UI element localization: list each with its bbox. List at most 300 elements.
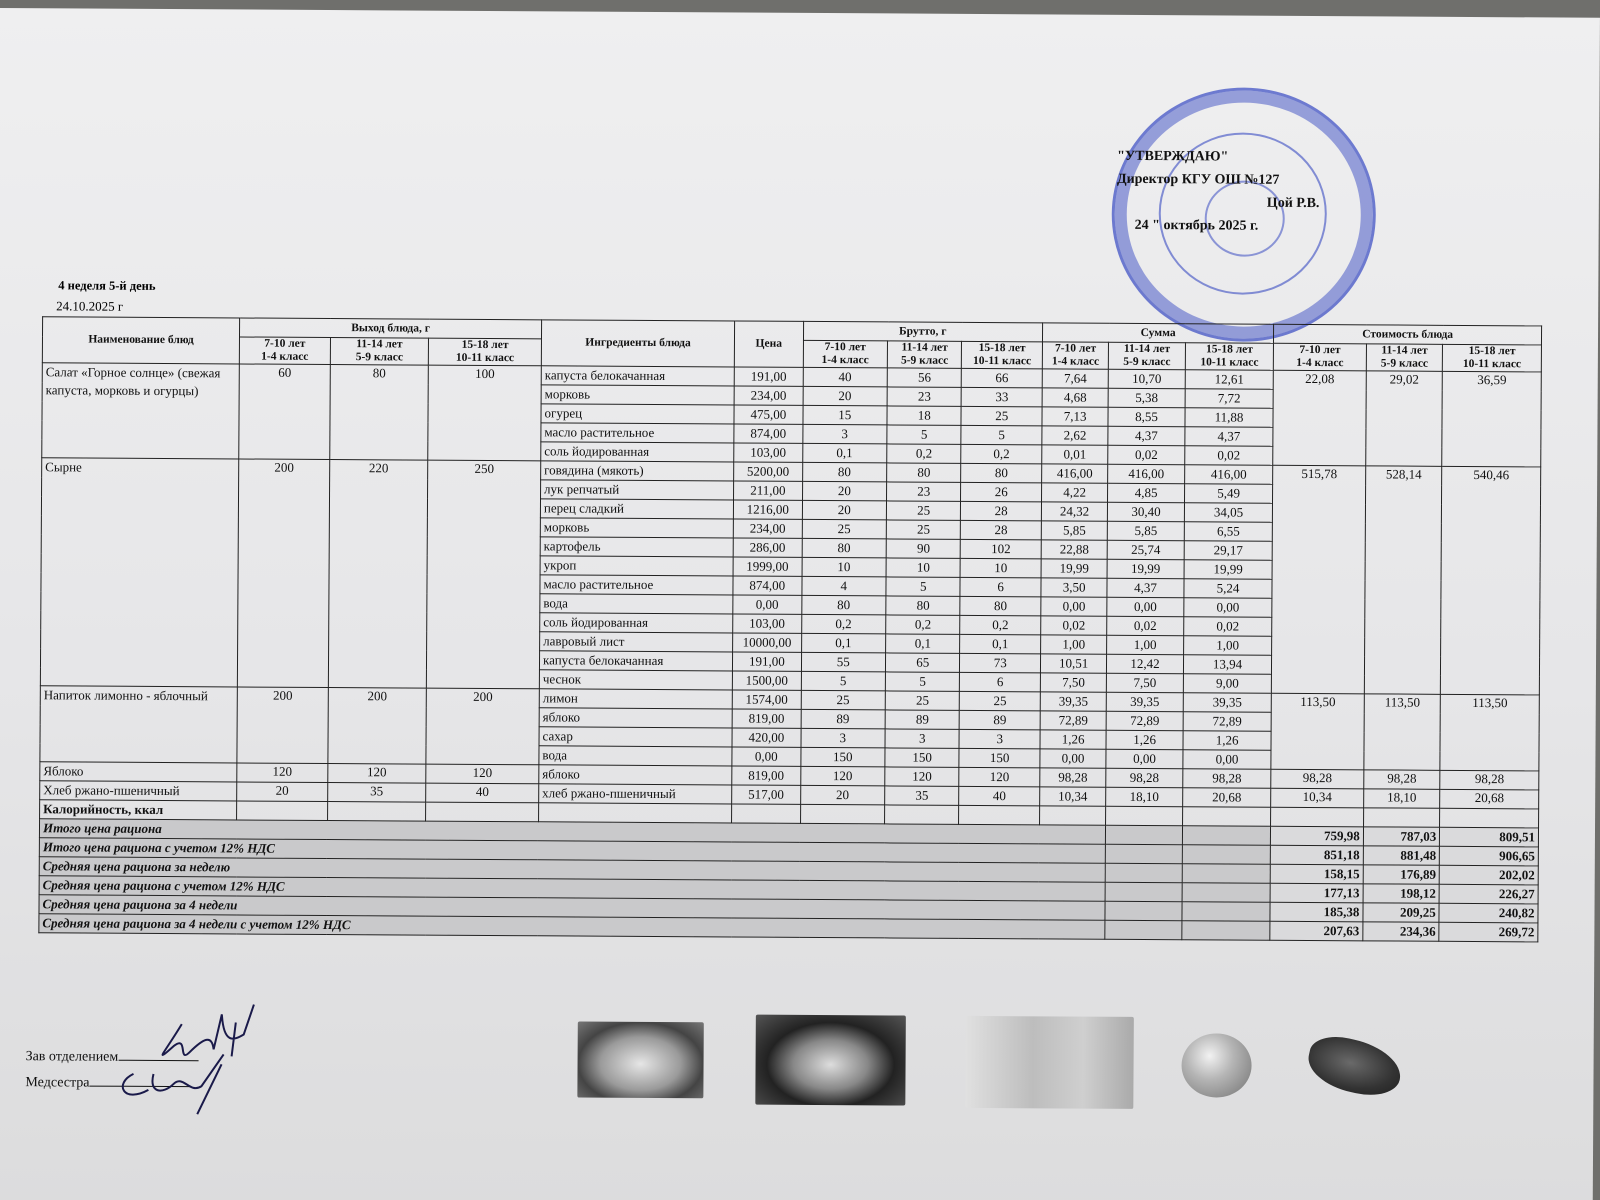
syrne-photo — [755, 1015, 906, 1106]
sum-cell: 7,64 — [1042, 369, 1109, 388]
sum-cell: 1,00 — [1107, 635, 1184, 654]
approval-name: Цой Р.В. — [1266, 195, 1320, 212]
ingredient-name-cell: вода — [539, 746, 732, 766]
price-cell: 819,00 — [732, 766, 801, 785]
empty-cell — [237, 801, 328, 821]
total-value-cell: 234,36 — [1363, 922, 1440, 941]
brutto-cell: 33 — [962, 387, 1043, 406]
total-value-cell: 787,03 — [1363, 827, 1440, 846]
price-cell: 103,00 — [733, 614, 802, 633]
ingredient-name-cell: соль йодированная — [541, 442, 734, 462]
grade-range-label: 5-9 класс — [1123, 355, 1171, 369]
brutto-cell: 0,1 — [960, 634, 1041, 653]
brutto-cell: 3 — [885, 729, 960, 748]
col-yield: Выход блюда, г — [240, 318, 542, 339]
empty-cell — [1182, 845, 1271, 865]
ingredient-name-cell: морковь — [540, 518, 733, 538]
brutto-cell: 0,2 — [801, 614, 886, 634]
sum-cell: 72,89 — [1106, 711, 1183, 730]
brutto-cell: 23 — [887, 387, 962, 406]
ingredient-name-cell: говядина (мякоть) — [541, 461, 734, 481]
approval-title: "УТВЕРЖДАЮ" — [1117, 148, 1229, 165]
sum-cell: 25,74 — [1107, 540, 1184, 559]
brutto-cell: 3 — [959, 729, 1040, 748]
sum-cell: 5,38 — [1108, 388, 1185, 407]
sum-cell: 0,02 — [1108, 445, 1185, 464]
empty-cell — [426, 802, 539, 822]
brutto-cell: 89 — [960, 710, 1041, 729]
price-cell: 0,00 — [733, 595, 802, 614]
sum-cell: 1,00 — [1183, 636, 1272, 656]
brutto-cell: 89 — [885, 710, 960, 729]
empty-cell — [1182, 864, 1271, 884]
yield-cell: 120 — [327, 764, 426, 784]
brutto-cell: 150 — [959, 748, 1040, 767]
yield-cell: 80 — [329, 365, 428, 461]
brutto-cell: 120 — [959, 767, 1040, 786]
yield-cell: 250 — [427, 460, 541, 689]
lemon-apple-drink-photo — [965, 1016, 1134, 1109]
empty-cell — [1039, 806, 1106, 825]
brutto-cell: 80 — [802, 462, 887, 482]
grade-range-label: 10-11 класс — [1200, 356, 1259, 369]
sum-cell: 72,89 — [1183, 712, 1272, 732]
grade-range-label: 1-4 класс — [821, 354, 869, 367]
price-cell: 0,00 — [732, 747, 801, 766]
brutto-cell: 3 — [801, 728, 886, 748]
sum-cell: 5,85 — [1108, 521, 1185, 540]
brutto-cell: 0,1 — [801, 633, 886, 653]
yield-cell: 60 — [239, 364, 330, 460]
price-cell: 211,00 — [734, 481, 803, 500]
sum-cell: 39,35 — [1107, 692, 1184, 711]
brutto-cell: 150 — [885, 748, 960, 767]
paper-sheet — [0, 8, 1600, 1200]
grade-range-label: 1-4 класс — [261, 350, 309, 363]
total-value-cell: 881,48 — [1363, 846, 1440, 865]
dish-cost-cell: 515,78 — [1272, 465, 1366, 694]
grade-range-label: 10-11 класс — [455, 351, 515, 365]
brutto-cell: 73 — [960, 653, 1041, 672]
dish-cost-cell: 98,28 — [1440, 770, 1539, 790]
price-cell: 1574,00 — [732, 690, 801, 709]
price-cell: 819,00 — [732, 709, 801, 728]
total-value-cell: 269,72 — [1439, 922, 1538, 942]
price-cell: 286,00 — [733, 538, 802, 557]
empty-cell — [1182, 826, 1271, 846]
total-value-cell: 240,82 — [1439, 903, 1538, 923]
age-header-brutto-1 — [803, 340, 888, 368]
age-header-cost-1 — [1274, 343, 1367, 371]
grade-range-label: 5-9 класс — [900, 354, 949, 367]
total-label: Средняя цена рациона за 4 недели с учетом 12% НДС — [39, 914, 1105, 940]
total-label: Средняя цена рациона с учетом 12% НДС — [39, 876, 1105, 902]
sum-cell: 3,50 — [1041, 578, 1108, 597]
table-header — [42, 317, 1541, 372]
empty-cell — [800, 804, 885, 824]
sum-cell: 12,42 — [1107, 654, 1184, 673]
sum-cell: 1,26 — [1183, 731, 1272, 751]
age-range-label: 11-14 лет — [901, 341, 948, 354]
age-range-label: 7-10 лет — [824, 341, 866, 354]
ingredient-name-cell: чеснок — [539, 670, 732, 690]
empty-cell — [1440, 808, 1539, 828]
empty-cell — [539, 803, 732, 823]
price-cell: 1999,00 — [733, 557, 802, 576]
bread-photo — [1303, 1031, 1406, 1102]
sum-cell: 0,02 — [1183, 617, 1272, 637]
total-value-cell: 207,63 — [1270, 921, 1363, 941]
sum-cell: 1,26 — [1040, 730, 1107, 749]
brutto-cell: 25 — [802, 519, 887, 539]
brutto-cell: 15 — [803, 405, 888, 425]
col-brutto: Брутто, г — [803, 321, 1043, 341]
yield-cell: 200 — [328, 688, 427, 765]
dish-cost-cell: 113,50 — [1364, 694, 1441, 770]
brutto-cell: 102 — [961, 539, 1042, 558]
brutto-cell: 23 — [887, 482, 962, 501]
sum-cell: 416,00 — [1042, 464, 1109, 483]
age-header-cost-3 — [1443, 344, 1542, 372]
approval-position: Директор КГУ ОШ №127 — [1116, 171, 1280, 188]
brutto-cell: 80 — [960, 596, 1041, 615]
brutto-cell: 4 — [801, 576, 886, 596]
grade-range-label: 5-9 класс — [1380, 357, 1429, 370]
col-ingredients: Ингредиенты блюда — [541, 320, 734, 367]
dish-cost-cell: 98,28 — [1271, 769, 1364, 789]
ingredient-name-cell: морковь — [541, 385, 734, 405]
price-cell: 475,00 — [734, 405, 803, 424]
grade-range-label: 5-9 класс — [355, 351, 404, 364]
sum-cell: 34,05 — [1184, 503, 1273, 523]
sum-cell: 7,13 — [1042, 407, 1109, 426]
brutto-cell: 150 — [800, 747, 885, 767]
sum-cell: 4,85 — [1108, 483, 1185, 502]
sum-cell: 19,99 — [1107, 559, 1184, 578]
price-cell: 191,00 — [734, 367, 803, 386]
col-price: Цена — [734, 321, 803, 367]
empty-cell — [1106, 863, 1183, 882]
dish-name-cell: Яблоко — [40, 762, 237, 782]
sum-cell: 10,34 — [1040, 787, 1107, 806]
sum-cell: 24,32 — [1041, 502, 1108, 521]
price-cell: 874,00 — [733, 576, 802, 595]
brutto-cell: 10 — [802, 557, 887, 577]
brutto-cell: 80 — [886, 596, 961, 615]
age-range-label: 7-10 лет — [264, 337, 306, 350]
price-cell: 234,00 — [734, 386, 803, 405]
age-header-sum-1 — [1042, 342, 1109, 369]
empty-cell — [1106, 806, 1183, 825]
approval-block — [1117, 145, 1320, 238]
brutto-cell: 25 — [801, 690, 886, 710]
sum-cell: 0,02 — [1041, 616, 1108, 635]
sum-cell: 4,37 — [1108, 426, 1185, 445]
age-header-cost-2 — [1366, 344, 1443, 371]
sum-cell: 98,28 — [1183, 769, 1272, 789]
brutto-cell: 6 — [960, 577, 1041, 596]
brutto-cell: 120 — [885, 767, 960, 786]
calories-label: Калорийность, ккал — [40, 800, 237, 820]
empty-cell — [1182, 883, 1271, 903]
age-range-label: 11-14 лет — [356, 338, 403, 351]
dish-cost-cell: 36,59 — [1442, 371, 1541, 467]
sum-cell: 4,22 — [1041, 483, 1108, 502]
sum-cell: 7,72 — [1185, 389, 1274, 409]
brutto-cell: 10 — [961, 558, 1042, 577]
sum-cell: 0,00 — [1183, 750, 1272, 770]
dish-name-cell: Сырне — [40, 458, 239, 687]
brutto-cell: 6 — [960, 672, 1041, 691]
handwritten-signatures — [93, 994, 284, 1135]
brutto-cell: 25 — [885, 691, 960, 710]
ingredient-name-cell: сахар — [539, 727, 732, 747]
total-value-cell: 226,27 — [1439, 884, 1538, 904]
sum-cell: 416,00 — [1108, 464, 1185, 483]
empty-cell — [1182, 807, 1271, 827]
yield-cell: 40 — [426, 783, 539, 803]
brutto-cell: 0,2 — [961, 444, 1042, 463]
grade-range-label: 1-4 класс — [1296, 356, 1344, 370]
total-label: Итого цена рациона с учетом 12% НДС — [39, 838, 1105, 864]
dish-name-cell: Напиток лимонно - яблочный — [40, 686, 238, 763]
dish-cost-cell: 20,68 — [1440, 789, 1539, 809]
brutto-cell: 20 — [800, 785, 885, 805]
ingredient-name-cell: масло растительное — [540, 575, 733, 595]
price-cell: 234,00 — [733, 519, 802, 538]
brutto-cell: 20 — [802, 500, 887, 520]
ingredient-name-cell: огурец — [541, 404, 734, 424]
age-range-label: 15-18 лет — [461, 338, 509, 352]
ingredient-name-cell: хлеб ржано-пшеничный — [539, 784, 732, 804]
total-value-cell: 176,89 — [1363, 865, 1440, 884]
price-cell: 1216,00 — [734, 500, 803, 519]
sum-cell: 0,00 — [1184, 598, 1273, 618]
brutto-cell: 80 — [961, 463, 1042, 482]
price-cell: 874,00 — [734, 424, 803, 443]
sum-cell: 0,02 — [1185, 446, 1274, 466]
total-value-cell: 198,12 — [1363, 884, 1440, 903]
brutto-cell: 5 — [961, 425, 1042, 444]
sum-cell: 18,10 — [1106, 787, 1183, 806]
sum-cell: 12,61 — [1185, 370, 1274, 390]
sum-cell: 0,02 — [1107, 616, 1184, 635]
empty-cell — [1106, 825, 1183, 844]
col-dish: Наименование блюд — [42, 317, 239, 364]
sum-cell: 5,49 — [1184, 484, 1273, 504]
dish-cost-cell: 22,08 — [1273, 370, 1366, 466]
age-range-label: 15-18 лет — [1468, 344, 1516, 358]
sum-cell: 19,99 — [1041, 559, 1108, 578]
date-label: 24.10.2025 г — [56, 298, 124, 314]
empty-cell — [327, 802, 426, 822]
brutto-cell: 35 — [885, 786, 960, 805]
brutto-cell: 5 — [801, 671, 886, 691]
total-value-cell: 809,51 — [1440, 827, 1539, 847]
price-cell: 10000,00 — [733, 633, 802, 652]
brutto-cell: 0,1 — [886, 634, 961, 653]
grade-range-label: 1-4 класс — [1051, 355, 1100, 368]
ingredient-name-cell: лук репчатый — [540, 480, 733, 500]
yield-cell: 220 — [328, 460, 428, 689]
age-header-sum-3 — [1185, 343, 1274, 371]
sum-cell: 1,26 — [1106, 730, 1183, 749]
salad-photo — [577, 1022, 703, 1099]
sum-cell: 0,00 — [1041, 597, 1108, 616]
sum-cell: 8,55 — [1108, 407, 1185, 426]
sum-cell: 19,99 — [1184, 560, 1273, 580]
age-header-yield-2 — [330, 338, 429, 366]
col-sum: Сумма — [1042, 323, 1273, 343]
dish-cost-cell: 98,28 — [1364, 770, 1441, 789]
brutto-cell: 3 — [802, 424, 887, 444]
brutto-cell: 0,2 — [960, 615, 1041, 634]
total-value-cell: 209,25 — [1363, 903, 1440, 922]
dish-cost-cell: 113,50 — [1440, 694, 1539, 771]
dish-cost-cell: 18,10 — [1363, 789, 1440, 808]
sum-cell: 1,00 — [1041, 635, 1108, 654]
brutto-cell: 0,1 — [802, 443, 887, 463]
sum-cell: 0,01 — [1042, 445, 1109, 464]
price-cell: 420,00 — [732, 728, 801, 747]
ingredient-name-cell: яблоко — [539, 708, 732, 728]
age-range-label: 7-10 лет — [1054, 342, 1097, 355]
empty-cell — [1363, 808, 1440, 827]
empty-cell — [959, 805, 1040, 824]
empty-cell — [1106, 844, 1183, 863]
yield-cell: 200 — [238, 459, 330, 688]
col-cost: Стоимость блюда — [1274, 324, 1542, 345]
brutto-cell: 66 — [962, 368, 1043, 387]
total-value-cell: 177,13 — [1270, 883, 1363, 903]
age-header-yield-3 — [429, 338, 542, 366]
empty-cell — [1105, 920, 1182, 939]
ingredient-name-cell: капуста белокачанная — [539, 651, 732, 671]
price-cell: 517,00 — [732, 785, 801, 804]
age-range-label: 11-14 лет — [1123, 342, 1171, 356]
ingredient-name-cell: масло растительное — [541, 423, 734, 443]
brutto-cell: 80 — [802, 538, 887, 558]
sum-cell: 7,50 — [1040, 673, 1107, 692]
brutto-cell: 20 — [803, 386, 888, 406]
grade-range-label: 10-11 класс — [972, 354, 1032, 368]
brutto-cell: 25 — [886, 520, 961, 539]
ingredient-name-cell: укроп — [540, 556, 733, 576]
sum-cell: 30,40 — [1108, 502, 1185, 521]
age-range-label: 7-10 лет — [1299, 343, 1341, 357]
ingredient-name-cell: перец сладкий — [540, 499, 733, 519]
empty-cell — [1182, 921, 1271, 941]
sum-cell: 39,35 — [1040, 692, 1107, 711]
dish-cost-cell: 29,02 — [1366, 371, 1443, 466]
empty-cell — [1271, 807, 1364, 827]
age-range-label: 15-18 лет — [978, 341, 1026, 355]
age-range-label: 15-18 лет — [1205, 343, 1253, 356]
sum-cell: 10,70 — [1109, 369, 1186, 388]
yield-cell: 20 — [237, 782, 328, 802]
empty-cell — [1105, 901, 1182, 920]
total-value-cell: 906,65 — [1440, 846, 1539, 866]
sum-cell: 72,89 — [1040, 711, 1107, 730]
total-value-cell: 202,02 — [1439, 865, 1538, 885]
total-value-cell: 759,98 — [1271, 826, 1364, 846]
sum-cell: 6,55 — [1184, 522, 1273, 542]
brutto-cell: 120 — [800, 766, 885, 786]
price-cell: 5200,00 — [734, 462, 803, 481]
dish-cost-cell: 113,50 — [1271, 693, 1364, 770]
empty-cell — [1105, 882, 1182, 901]
ingredient-name-cell: лимон — [539, 689, 732, 709]
age-header-brutto-2 — [887, 341, 962, 368]
sum-cell: 98,28 — [1106, 768, 1183, 787]
brutto-cell: 90 — [886, 539, 961, 558]
dish-name-cell: Салат «Горное солнце» (свежая капуста, морковь и огурцы) — [42, 363, 240, 459]
brutto-cell: 89 — [801, 709, 886, 729]
grade-range-label: 10-11 класс — [1462, 357, 1522, 371]
brutto-cell: 10 — [886, 558, 961, 577]
brutto-cell: 18 — [887, 406, 962, 425]
brutto-cell: 20 — [802, 481, 887, 501]
brutto-cell: 80 — [801, 595, 886, 615]
total-label: Итого цена рациона — [39, 819, 1105, 845]
brutto-cell: 80 — [887, 463, 962, 482]
brutto-cell: 26 — [961, 482, 1042, 501]
apple-photo — [1181, 1033, 1251, 1097]
sum-cell: 9,00 — [1183, 674, 1272, 694]
ingredient-name-cell: яблоко — [539, 765, 732, 785]
brutto-cell: 56 — [887, 368, 962, 387]
price-cell: 1500,00 — [732, 671, 801, 690]
empty-cell — [732, 804, 801, 823]
brutto-cell: 25 — [960, 691, 1041, 710]
ingredient-name-cell: капуста белокачанная — [541, 366, 734, 386]
sum-cell: 416,00 — [1184, 465, 1273, 485]
yield-cell: 100 — [428, 365, 541, 461]
sum-cell: 0,00 — [1107, 597, 1184, 616]
sum-cell: 13,94 — [1183, 655, 1272, 675]
age-header-sum-2 — [1109, 342, 1186, 369]
brutto-cell: 40 — [803, 367, 888, 387]
yield-cell: 120 — [237, 763, 328, 783]
sum-cell: 0,00 — [1040, 749, 1107, 768]
approval-date: 24 " октябрь 2025 г. — [1134, 217, 1259, 234]
empty-cell — [1182, 902, 1271, 922]
sum-cell: 2,62 — [1042, 426, 1109, 445]
dish-cost-cell: 540,46 — [1441, 466, 1541, 695]
yield-cell: 120 — [426, 764, 539, 784]
ingredient-name-cell: картофель — [540, 537, 733, 557]
sum-cell: 4,37 — [1185, 427, 1274, 447]
age-header-brutto-3 — [962, 341, 1043, 368]
price-cell: 103,00 — [734, 443, 803, 462]
yield-cell: 35 — [327, 783, 426, 803]
ingredient-name-cell: соль йодированная — [540, 613, 733, 633]
total-value-cell: 851,18 — [1271, 845, 1364, 865]
brutto-cell: 5 — [887, 425, 962, 444]
yield-cell: 200 — [237, 687, 328, 764]
brutto-cell: 5 — [886, 577, 961, 596]
total-value-cell: 185,38 — [1270, 902, 1363, 922]
week-day-label: 4 неделя 5-й день — [58, 278, 156, 293]
brutto-cell: 5 — [885, 672, 960, 691]
total-label: Средняя цена рациона за неделю — [39, 857, 1105, 883]
age-header-yield-1 — [240, 337, 331, 365]
total-value-cell: 158,15 — [1270, 864, 1363, 884]
brutto-cell: 0,2 — [887, 444, 962, 463]
sum-cell: 29,17 — [1184, 541, 1273, 561]
head-label: Зав отделением — [25, 1049, 119, 1065]
ingredient-name-cell: лавровый лист — [540, 632, 733, 652]
